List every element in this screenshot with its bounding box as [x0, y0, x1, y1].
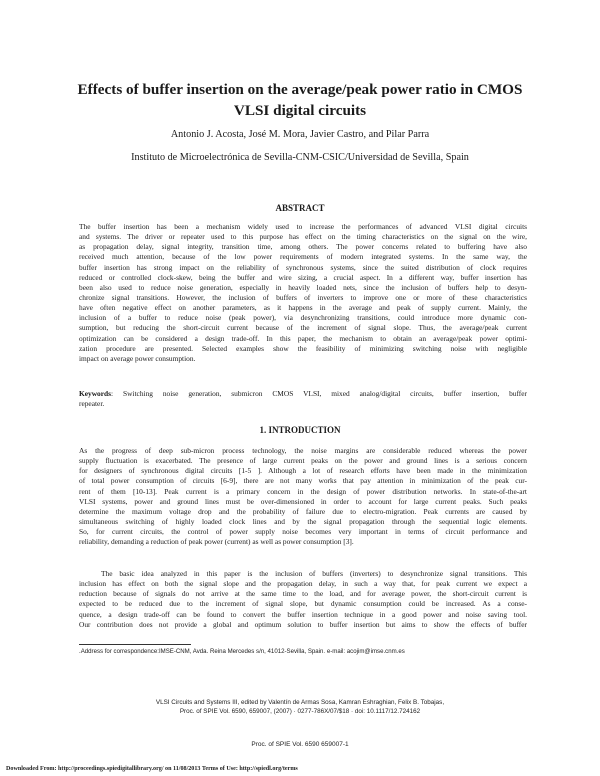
- text-line: rent of them [10-13]. Peak current is a primary concern in the design of power distribution networks. In state-of-the-art: [79, 486, 527, 496]
- footnote-divider: [79, 644, 191, 645]
- download-notice: Downloaded From: http://proceedings.spiedigitallibrary.org/ on 11/08/2013 Terms of Use: http://spiedl.org/terms: [6, 766, 298, 772]
- text-line: impact on average power consumption.: [79, 353, 196, 363]
- text-line: determine the maximum voltage drop and the probability of failure due to electro-migration. Peak currents are caused by: [79, 506, 527, 516]
- text-line: Our contribution does not provide a global and optimum solution to buffer insertion but aims to show the effects of buffer: [79, 619, 527, 629]
- keywords-label: Keywords: [79, 389, 112, 398]
- keywords: [79, 389, 527, 409]
- text-line: buffer insertion has strong impact on the reliability of synchronous systems, since the suited distribution of clock requires: [79, 262, 527, 272]
- text-line: received much attention, because of the low power requirements of modern integrated systems. In the same way, the: [79, 252, 527, 262]
- text-line: The buffer insertion has been a mechanism widely used to increase the performances of advanced VLSI digital circuits: [79, 222, 527, 231]
- text-line: have often negative effect on another parameters, as it happens in the average and peak of supply current. Mainly, the: [79, 303, 527, 313]
- text-line: As the progress of deep sub-micron process technology, the noise margins are considerable reduced whereas the power: [79, 446, 527, 455]
- text-line: The basic idea analyzed in this paper is the inclusion of buffers (inverters) to desynchronize signal transitions. This: [101, 569, 527, 578]
- text-line: VLSI systems, power and ground lines must be over-dimensioned in order to account for large current peaks. Such peaks: [79, 496, 527, 506]
- text-line: quence, a design trade-off can be found to convert the buffer insertion technique in a good power and noise saving tool.: [79, 609, 527, 619]
- text-line: zation procedure are presented. Selected examples show the feasibility of minimizing switching noise with negligible: [79, 343, 527, 353]
- text-line: reliability, demanding a reduction of peak power (current) as well as power consumption [3].: [79, 537, 354, 547]
- title-line-1: Effects of buffer insertion on the average/peak power ratio in CMOS: [77, 81, 523, 98]
- text-line: reduced or controlled clock-skew, being the buffer and wire sizing, a crucial aspect. In a different way, buffer insertion has: [79, 272, 527, 282]
- abstract-heading: ABSTRACT: [275, 203, 325, 213]
- text-line: optimization can be considered a design trade-off. In this paper, the mechanism to obtain an average/peak power optimi-: [79, 333, 527, 343]
- citation-line-1: VLSI Circuits and Systems III, edited by Valentín de Armas Sosa, Kamran Eshraghian, Felix B. Tobajas,: [155, 699, 445, 706]
- text-line: sumption, but reducing the short-circuit current because of the increment of signal slope. Thus, the average/peak current: [79, 323, 527, 333]
- keywords-line-1: [79, 389, 527, 399]
- footnote: .Address for correspondence:IMSE-CNM, Avda. Reina Mercedes s/n, 41012-Sevilla, Spain. e-mail: acojim@imse.cnm.es: [79, 648, 405, 655]
- paper-title: [60, 79, 540, 121]
- text-line: been also used to reduce noise generation, especially in heavily loaded nets, since the inclusion of buffers help to desyn-: [79, 282, 527, 292]
- introduction-heading: 1. INTRODUCTION: [259, 425, 341, 435]
- text-line: and systems. The driver or repeater used to this purpose has effect on the timing characteristics on the signal on the wire,: [79, 232, 527, 242]
- text-line: expected to be reduced due to the increment of signal slope, but dynamic consumption could be increased. As a conse-: [79, 599, 527, 609]
- page-number: Proc. of SPIE Vol. 6590 659007-1: [251, 741, 349, 748]
- text-line: inclusion has effect on both the signal slope and the propagation delay, in such a way that, for peak current we expect a: [79, 579, 527, 589]
- author-list: Antonio J. Acosta, José M. Mora, Javier Castro, and Pilar Parra: [170, 129, 430, 140]
- abstract-body: [79, 222, 527, 364]
- text-line: as propagation delay, signal integrity, transition time, among others. The power concerns related to buffering have also: [79, 242, 527, 252]
- text-line: for designers of synchronous digital circuits [1-5 ]. Although a lot of research efforts have been made in the minimization: [79, 466, 527, 476]
- text-line: chronize signal transitions. However, the inclusion of buffers of inverters to improve one or more of these characteristics: [79, 292, 527, 302]
- keywords-line-2: repeater.: [79, 399, 105, 409]
- introduction-paragraph-2: [79, 569, 527, 630]
- text-line: of total power consumption of circuits [6-9], there are not many works that pay attention in minimization of the peak cur-: [79, 476, 527, 486]
- text-line: reduction because of signals do not arrive at the same time to the load, and for average power, the short-circuit current is: [79, 589, 527, 599]
- keywords-text: : Switching noise generation, submicron CMOS VLSI, mixed analog/digital circuits, buffer insertion, buffer: [111, 389, 527, 398]
- text-line: So, for current circuits, the control of power supply noise becomes very important in terms of circuit performance and: [79, 527, 527, 537]
- introduction-paragraph-1: [79, 446, 527, 547]
- text-line: supply fluctuation is exacerbated. The presence of large current peaks on the power and ground lines is a serious concern: [79, 456, 527, 466]
- affiliation: Instituto de Microelectrónica de Sevilla-CNM-CSIC/Universidad de Sevilla, Spain: [131, 152, 469, 163]
- text-line: simultaneous switching of highly loaded clock lines and by the signal propagation through the sequential logic elements.: [79, 516, 527, 526]
- citation-line-2: Proc. of SPIE Vol. 6590, 659007, (2007) · 0277-786X/07/$18 · doi: 10.1117/12.724162: [179, 708, 421, 715]
- text-line: inclusion of a buffer to reduce noise (peak power), via desynchronizing transitions, could introduce more dynamic con-: [79, 313, 527, 323]
- title-line-2: VLSI digital circuits: [233, 102, 367, 119]
